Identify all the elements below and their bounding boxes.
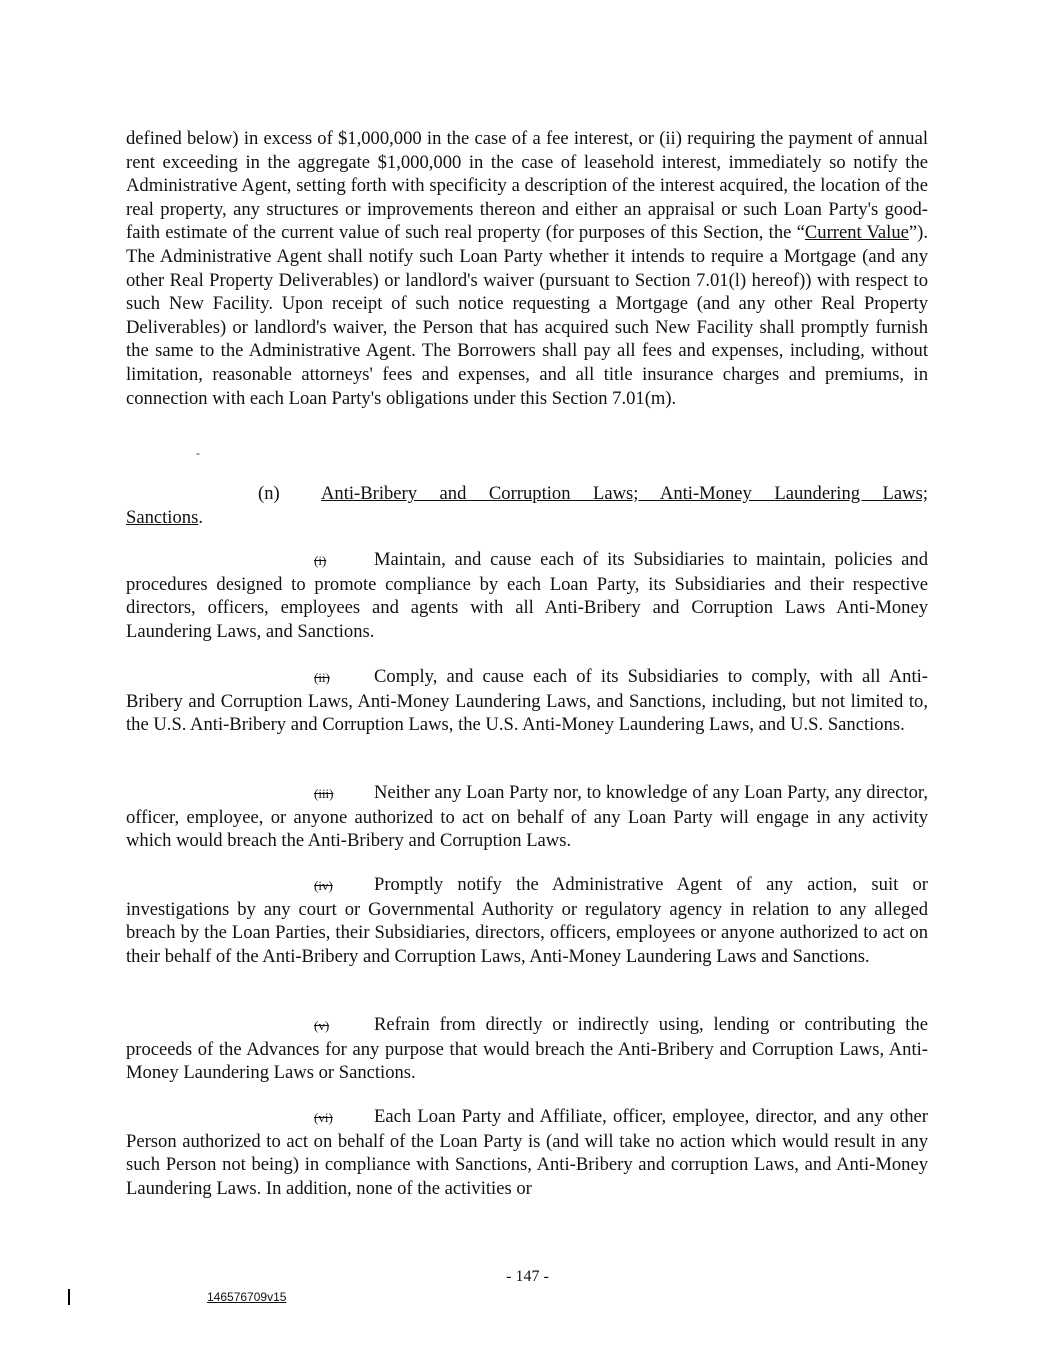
item-marker: (ii) [314,670,330,685]
intro-paragraph [126,127,928,410]
document-id: 146576709v15 [207,1290,287,1304]
page-number: - 147 - [506,1268,549,1285]
section-heading-line2 [126,506,928,530]
item-text: Neither any Loan Party nor, to knowledge of any Loan Party, any director, officer, employee, or anyone authorized to act on behalf of any Loan Party will engage in any activity which would breach the Anti-Bribery and Corruption Laws. [126,782,928,852]
intro-text-before: defined below) in excess of $1,000,000 in the case of a fee interest, or (ii) requiring the payment of annual rent exceeding in the aggregate $1,000,000 in the case of leasehold interest, immediately so notify the Administrative Agent, setting forth with specificity a description of the interest acquired, the location of the real property, any structures or improvements thereon and either an appraisal or such Loan Party's good-faith estimate of the current value of such real property (for purposes of this Section, the “ [126,128,928,244]
section-heading [126,482,928,529]
defined-term-current-value: Current Value [804,222,909,244]
item-text: Promptly notify the Administrative Agent of any action, suit or investigations by any court or Governmental Authority or regulatory agency in relation to any alleged breach by the Loan Parties, their Subsidiaries, directors, officers, employees or anyone authorized to act on their behalf of the Anti-Bribery and Corruption Laws, Anti-Money Laundering Laws and Sanctions. [126,874,928,967]
intro-text-after: ”). The Administrative Agent shall notify such Loan Party whether it intends to require a Mortgage (and any other Real Property Deliverables) or landlord's waiver (pursuant to Section 7.01(l) hereof)) with respect to such New Facility. Upon receipt of such notice requesting a Mortgage (and any other Real Property Deliverables) or landlord's waiver, the Person that has acquired such New Facility shall promptly furnish the same to the Administrative Agent. The Borrowers shall pay all fees and expenses, including, without limitation, reasonable attorneys' fees and expenses, and all title insurance charges and premiums, in connection with each Loan Party's obligations under this Section 7.01(m). [126,222,928,409]
item-marker: (iii) [314,786,334,801]
item-marker: (v) [314,1018,330,1033]
section-title-line1: Anti-Bribery and Corruption Laws; Anti-Money Laundering Laws; [321,483,928,504]
item-marker: (iv) [314,878,333,893]
section-heading-line1 [126,482,928,506]
dash-mark: - [196,446,200,460]
list-item-i [126,548,928,643]
item-marker: (vi) [314,1110,333,1125]
section-number: (n) [258,483,280,504]
item-text: Each Loan Party and Affiliate, officer, employee, director, and any other Person authorized to act on behalf of the Loan Party is (and will take no action which would result in any such Person not being) in compliance with Sanctions, Anti-Bribery and corruption Laws, and Anti-Money Laundering Laws. In addition, none of the activities or [126,1106,928,1199]
section-title-line2: Sanctions [126,506,199,528]
item-text: Comply, and cause each of its Subsidiaries to comply, with all Anti-Bribery and Corruption Laws, Anti-Money Laundering Laws, and Sanctions, including, but not limited to, the U.S. Anti-Bribery and Corruption Laws, the U.S. Anti-Money Laundering Laws, and U.S. Sanctions. [126,666,928,736]
section-title-period: . [198,506,203,528]
change-bar [68,1289,70,1305]
list-item-ii [126,665,928,737]
item-marker: (i) [314,553,327,568]
list-item-iii [126,781,928,853]
list-item-iv [126,873,928,968]
list-item-v [126,1013,928,1085]
item-text: Refrain from directly or indirectly using, lending or contributing the proceeds of the Advances for any purpose that would breach the Anti-Bribery and Corruption Laws, Anti-Money Laundering Laws or Sanctions. [126,1014,928,1084]
list-item-vi [126,1105,928,1200]
item-text: Maintain, and cause each of its Subsidiaries to maintain, policies and procedures designed to promote compliance by each Loan Party, its Subsidiaries and their respective directors, officers, employees and agents with all Anti-Bribery and Corruption Laws Anti-Money Laundering Laws, and Sanctions. [126,549,928,642]
